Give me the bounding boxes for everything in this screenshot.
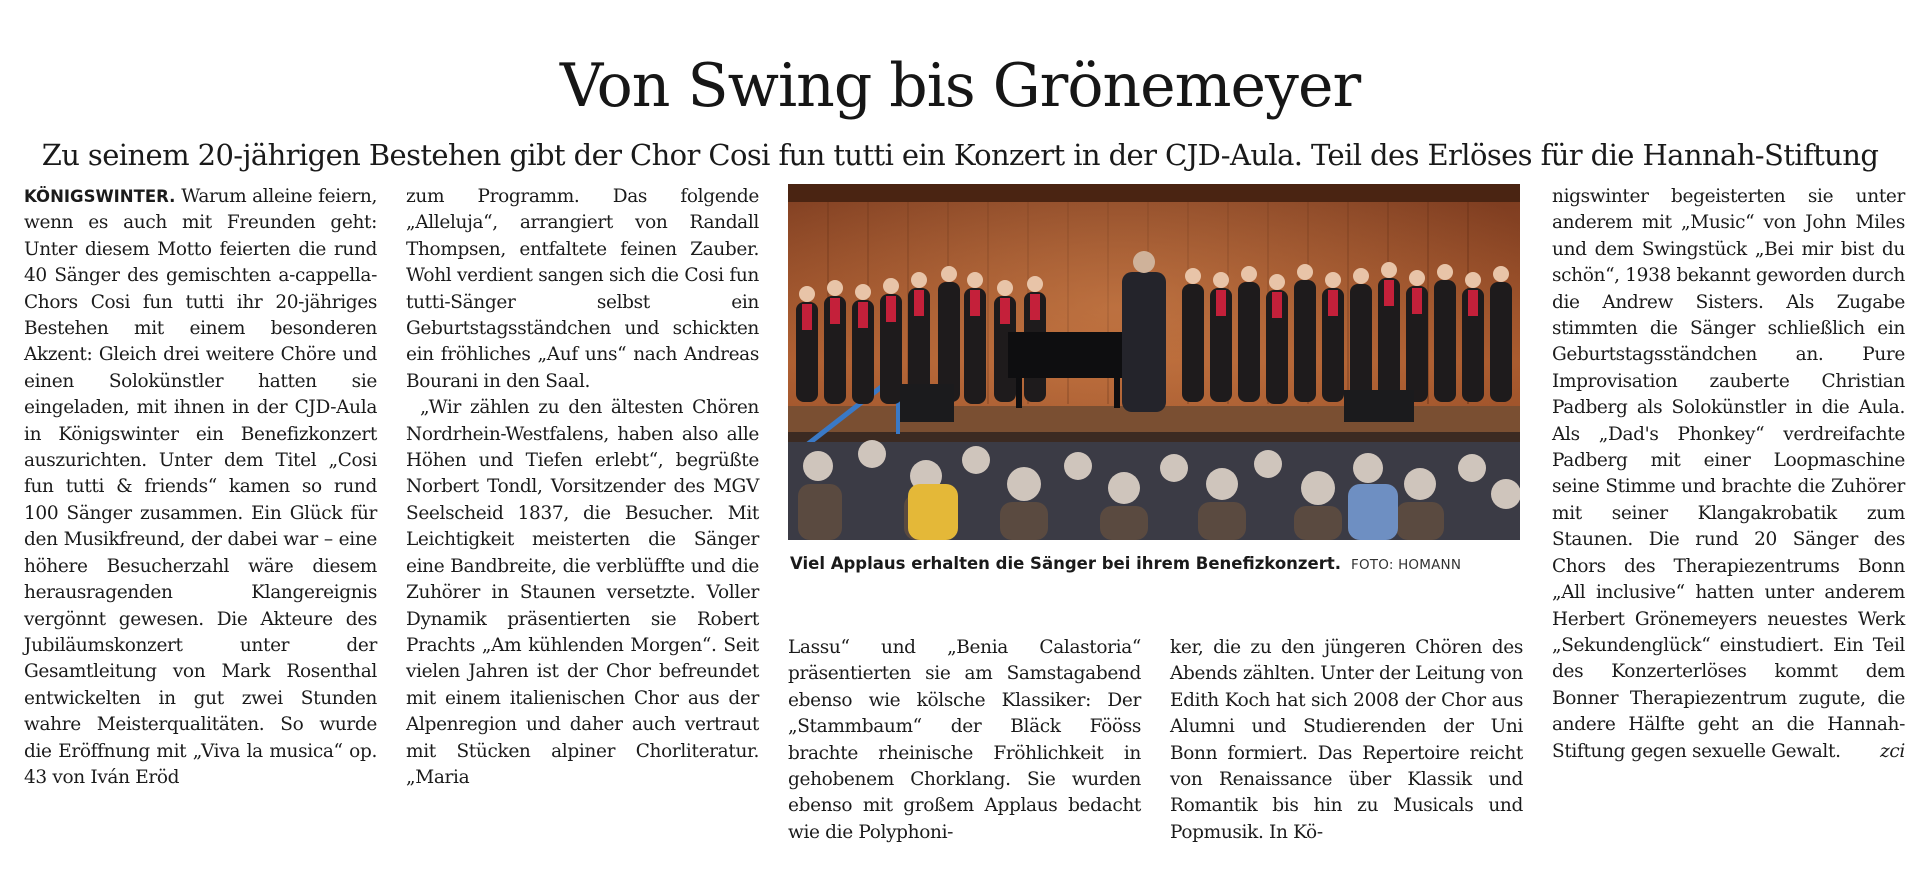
paragraph: ker, die zu den jüngeren Chören des Abends zählten. Unter der Leitung von Edith Koch hat sich 2008 der Chor aus Alumni und Studierenden der Uni Bonn formiert. Das Repertoire reicht von Renaissance über Klassik und Romantik bis hin zu Musicals und Popmusik. In Kö- [1170,637,1523,843]
paragraph: zum Programm. Das folgende „Alleluja“, arrangiert von Randall Thompsen, entfaltete feinen Zauber. Wohl verdient sangen sich die Cosi fun tutti-Sänger selbst ein Geburtstagsständchen und schickten ein fröhliches „Auf uns“ nach Andreas Bourani in den Saal. [406,186,759,392]
text-column-1 [24,184,377,791]
caption-text: Viel Applaus erhalten die Sänger bei ihrem Benefizkonzert. [790,554,1342,573]
paragraph [24,184,377,791]
dateline: KÖNIGSWINTER. [24,187,176,206]
paragraph [1552,184,1905,765]
text-column-5 [1552,184,1905,765]
paragraph-text: nigswinter begeisterten sie unter anderem mit „Music“ von John Miles und dem Swingstück „Bei mir bist du schön“, 1938 bekannt geworden durch die Andrew Sisters. Als Zugabe stimmten die Sänger schließlich ein Geburtstagsständchen an. Pure Improvisation zauberte Christian Padberg als Solokünstler in die Aula. Als „Dad's Phonkey“ verdreifachte Padberg mit einer Loopmaschine seine Stimme und brachte die Zuhörer mit seiner Klangakrobatik zum Staunen. Die rund 20 Sänger des Chors des Therapiezentrums Bonn „All inclusive“ hatten unter anderem Herbert Grönemeyers neuestes Werk „Sekundenglück“ einstudiert. Ein Teil des Konzerterlöses kommt dem Bonner Therapiezentrum zugute, die andere Hälfte geht an die Hannah-Stiftung gegen sexuelle Gewalt. [1552,186,1905,762]
photo-caption [790,551,1520,578]
concert-photo [788,184,1520,540]
paragraph: „Wir zählen zu den ältesten Chören Nordrhein-Westfalens, haben also alle Höhen und Tiefen erlebt“, begrüßte Norbert Tondl, Vorsitzender des MGV Seelscheid 1837, die Besucher. Mit Leichtigkeit meisterten die Sänger eine Bandbreite, die verblüffte und die Zuhörer in Staunen versetzte. Voller Dynamik präsentierten sie Robert Prachts „Am kühlenden Morgen“. Seit vielen Jahren ist der Chor befreundet mit einem italienischen Chor aus der Alpenregion und daher auch vertraut mit Stücken alpiner Chorliteratur. „Maria [406,397,759,788]
article-subheadline: Zu seinem 20-jährigen Bestehen gibt der Chor Cosi fun tutti ein Konzert in der CJD-Aula. Teil des Erlöses für die Hannah-Stiftung [41,138,1879,172]
photo-credit: FOTO: HOMANN [1351,557,1462,573]
paragraph-text: Warum alleine feiern, wenn es auch mit Freunden geht: Unter diesem Motto feierten die rund 40 Sänger des gemischten a-cappella-Chors Cosi fun tutti ihr 20-jähriges Bestehen mit einem besonderen Akzent: Gleich drei weitere Chöre und einen Solokünstler hatten sie eingeladen, mit ihnen in der CJD-Aula in Königswinter ein Benefizkonzert auszurichten. Unter dem Titel „Cosi fun tutti & friends“ kamen so rund 100 Sänger zusammen. Ein Glück für den Musikfreund, der dabei war – eine höhere Besucherzahl wäre diesem herausragenden Klangereignis vergönnt gewesen. Die Akteure des Jubiläumskonzert unter der Gesamtleitung von Mark Rosenthal entwickelten in gut zwei Stunden wahre Meisterqualitäten. So wurde die Eröffnung mit „Viva la musica“ op. 43 von Iván Eröd [24,186,377,788]
text-column-3 [788,635,1141,846]
paragraph: Lassu“ und „Benia Calastoria“ präsentierten sie am Samstagabend ebenso wie kölsche Klassiker: Der „Stammbaum“ der Bläck Fööss brachte rheinische Fröhlichkeit in gehobenem Chorklang. Sie wurden ebenso mit großem Applaus bedacht wie die Polyphoni- [788,637,1141,843]
text-column-2 [406,184,759,791]
author-signature: zci [1880,740,1905,762]
article-headline: Von Swing bis Grönemeyer [559,51,1361,121]
concert-photo-illustration [788,184,1520,540]
text-column-4 [1170,635,1523,846]
